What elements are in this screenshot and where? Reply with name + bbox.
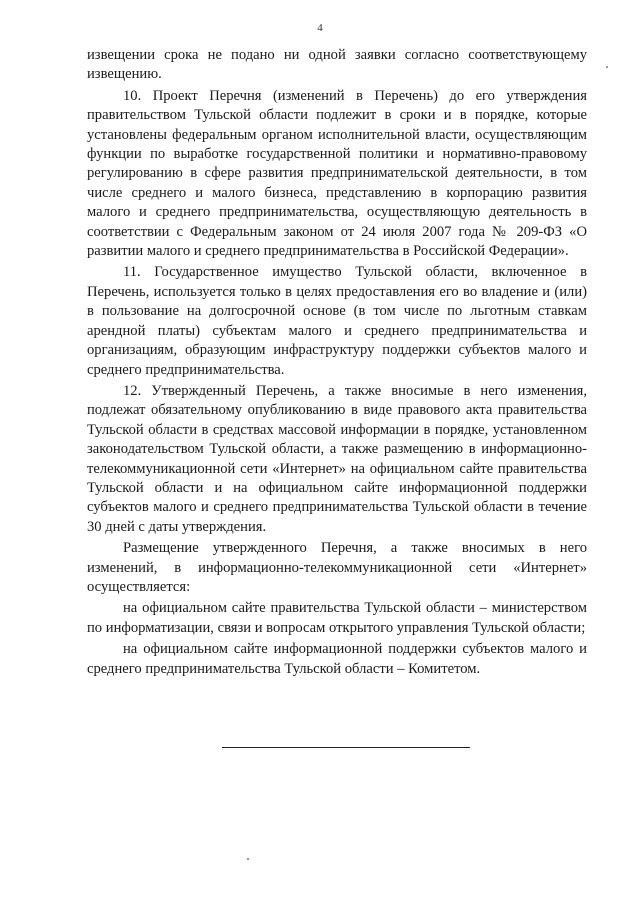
- paragraph-11: 11. Государственное имущество Тульской области, включенное в Перечень, используется только в целях предоставления его во владение и (или) в пользование на долгосрочной основе (в том числе по льготным ставкам арендной платы) субъектам малого и среднего предпринимательства и организациям, образующим инфраструктуру поддержки субъектов малого и среднего предпринимательства.: [87, 264, 587, 378]
- scan-speck: [606, 66, 608, 68]
- document-body: [87, 46, 587, 679]
- paragraph-government-site: на официальном сайте правительства Тульской области – министерством по информатизации, связи и вопросам открытого управления Тульской области;: [87, 600, 587, 636]
- page-number: 4: [317, 22, 323, 34]
- paragraph-12: 12. Утвержденный Перечень, а также вносимые в него изменения, подлежат обязательному опубликованию в виде правового акта правительства Тульской области в средствах массовой информации в порядке, установленном законодательством Тульской области, а также размещению в информационно-телекоммуникационной сети «Интернет» на официальном сайте правительства Тульской области и на официальном сайте информационной поддержки субъектов малого и среднего предпринимательства Тульской области в течение 30 дней с даты утверждения.: [87, 382, 587, 535]
- paragraph-publication: Размещение утвержденного Перечня, а также вносимых в него изменений, в информационно-телекоммуникационной сети «Интернет» осуществляется:: [87, 540, 587, 595]
- paragraph-continuation: извещении срока не подано ни одной заявки согласно соответствующему извещению.: [87, 47, 587, 83]
- paragraph-support-site: на официальном сайте информационной поддержки субъектов малого и среднего предпринимательства Тульской области – Комитетом.: [87, 641, 587, 677]
- closing-divider: [222, 747, 470, 748]
- scan-speck: [247, 858, 249, 860]
- paragraph-10: 10. Проект Перечня (изменений в Перечень) до его утверждения правительством Тульской области подлежит в сроки и в порядке, которые установлены федеральным органом исполнительной власти, осуществляющим функции по выработке государственной политики и нормативно-правовому регулированию в сфере развития предпринимательской деятельности, в том числе среднего и малого бизнеса, представлению в корпорацию развития малого и среднего предпринимательства, осуществляющую деятельность в соответствии с Федеральным законом от 24 июля 2007 года № 209-ФЗ «О развитии малого и среднего предпринимательства в Российской Федерации».: [87, 87, 587, 260]
